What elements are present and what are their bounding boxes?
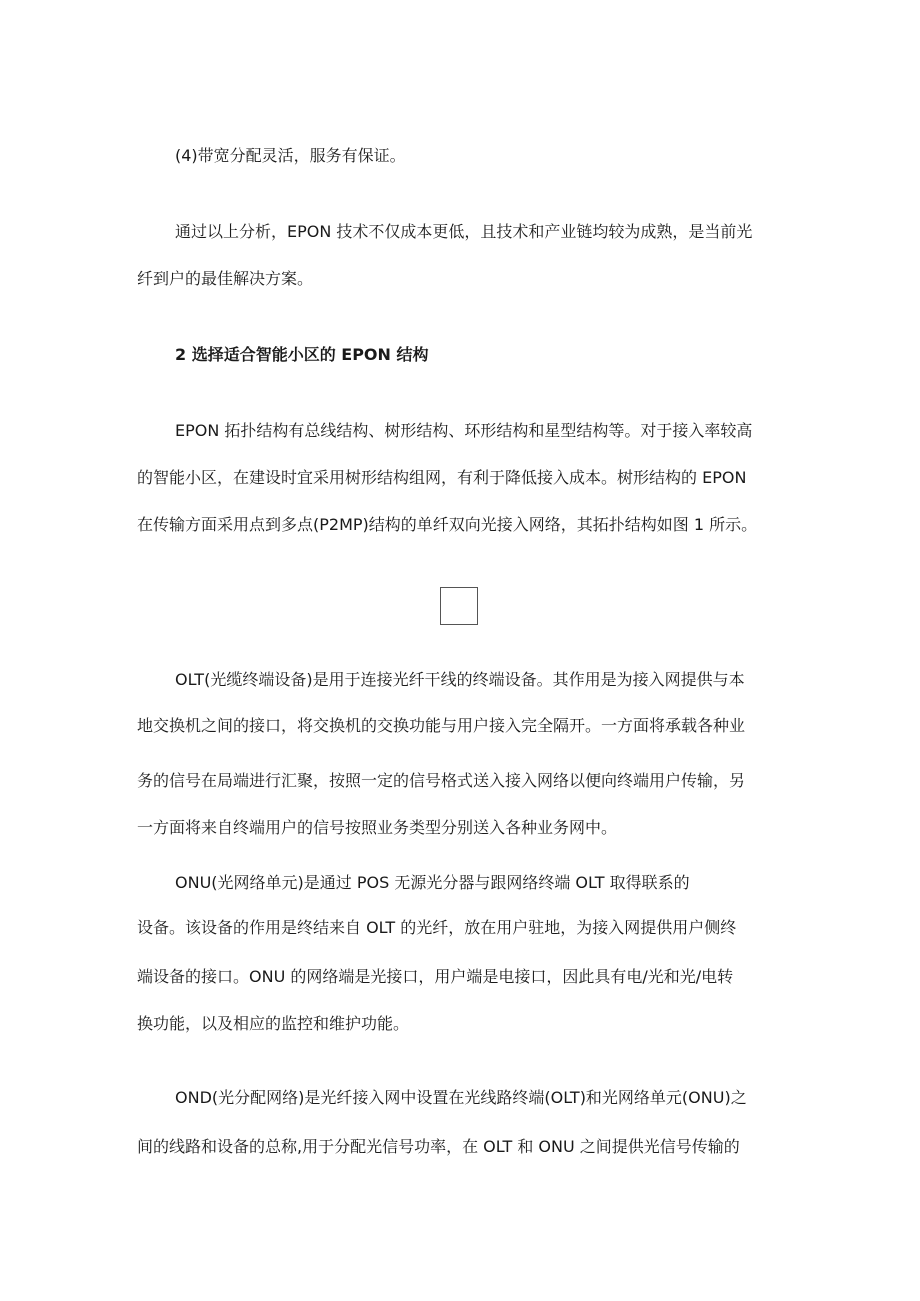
odn-line-1: OND(光分配网络)是光纤接入网中设置在光线路终端(OLT)和光网络单元(ONU)之 — [175, 1088, 747, 1107]
topology-line-1: EPON 拓扑结构有总线结构、树形结构、环形结构和星型结构等。对于接入率较高 — [175, 421, 753, 440]
topology-line-3: 在传输方面采用点到多点(P2MP)结构的单纤双向光接入网络，其拓扑结构如图 1 所示。 — [137, 515, 758, 534]
section-heading: 2 选择适合智能小区的 EPON 结构 — [175, 345, 429, 364]
onu-line-4: 换功能，以及相应的监控和维护功能。 — [137, 1014, 410, 1033]
olt-line-2: 地交换机之间的接口，将交换机的交换功能与用户接入完全隔开。一方面将承载各种业 — [137, 716, 746, 735]
olt-line-4: 一方面将来自终端用户的信号按照业务类型分别送入各种业务网中。 — [137, 818, 618, 837]
olt-line-3: 务的信号在局端进行汇聚，按照一定的信号格式送入接入网络以便向终端用户传输，另 — [137, 771, 746, 790]
olt-line-1: OLT(光缆终端设备)是用于连接光纤干线的终端设备。其作用是为接入网提供与本 — [175, 670, 745, 689]
topology-line-2: 的智能小区，在建设时宜采用树形结构组网，有利于降低接入成本。树形结构的 EPON — [137, 468, 747, 487]
list-item-4: (4)带宽分配灵活，服务有保证。 — [175, 146, 406, 165]
summary-line-2: 纤到户的最佳解决方案。 — [137, 269, 314, 288]
summary-line-1: 通过以上分析，EPON 技术不仅成本更低，且技术和产业链均较为成熟，是当前光 — [175, 222, 753, 241]
onu-line-2: 设备。该设备的作用是终结来自 OLT 的光纤，放在用户驻地，为接入网提供用户侧终 — [137, 918, 737, 937]
onu-line-3: 端设备的接口。ONU 的网络端是光接口，用户端是电接口，因此具有电/光和光/电转 — [137, 967, 734, 986]
onu-line-1: ONU(光网络单元)是通过 POS 无源光分器与跟网络终端 OLT 取得联系的 — [175, 873, 690, 892]
figure-1-placeholder — [440, 587, 478, 625]
odn-line-2: 间的线路和设备的总称,用于分配光信号功率，在 OLT 和 ONU 之间提供光信号传输的 — [137, 1137, 740, 1156]
